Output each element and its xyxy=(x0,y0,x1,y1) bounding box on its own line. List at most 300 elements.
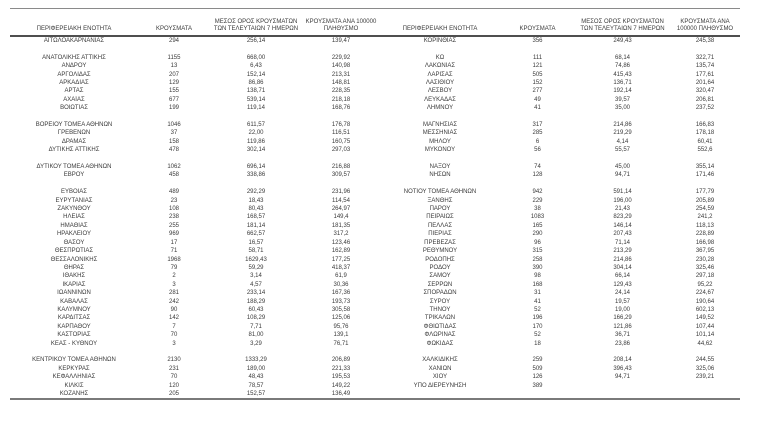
cases-count: 74 xyxy=(534,164,541,171)
region-name: ΗΜΑΘΙΑΣ xyxy=(60,222,88,229)
cases-per-100k: 181,35 xyxy=(331,222,351,229)
cases-per-100k: 418,37 xyxy=(331,264,351,271)
cases-per-100k: 140,98 xyxy=(331,63,351,70)
table-row xyxy=(10,281,740,289)
avg-cases-7day: 119,86 xyxy=(247,138,265,145)
cases-per-100k: 205,89 xyxy=(695,197,715,204)
cases-count: 121 xyxy=(532,63,543,70)
header-cases-right: ΚΡΟΥΣΜΑΤΑ xyxy=(519,26,556,32)
cases-count: 942 xyxy=(532,189,543,196)
cases-count: 31 xyxy=(534,290,541,297)
cases-count: 390 xyxy=(532,264,543,271)
avg-cases-7day: 16,57 xyxy=(248,239,264,246)
cases-per-100k: 167,36 xyxy=(331,290,351,297)
cases-count: 7 xyxy=(172,323,176,330)
cases-per-100k: 177,79 xyxy=(695,189,715,196)
cases-per-100k: 162,89 xyxy=(331,248,351,255)
table-row xyxy=(10,121,740,129)
avg-cases-7day: 94,71 xyxy=(614,374,630,381)
avg-cases-7day: 78,57 xyxy=(248,382,264,389)
avg-cases-7day: 129,43 xyxy=(613,281,632,288)
cases-per-100k: 166,83 xyxy=(695,122,715,129)
spacer-cell xyxy=(10,155,740,163)
avg-cases-7day: 189,00 xyxy=(246,365,266,372)
region-name: ΚΕΑΣ - ΚΥΘΝΟΥ xyxy=(50,340,98,347)
cases-per-100k: 206,89 xyxy=(331,357,351,364)
avg-cases-7day: 23,86 xyxy=(614,340,630,347)
cases-count: 17 xyxy=(170,239,178,246)
cases-per-100k: 309,57 xyxy=(331,172,351,179)
region-name: ΝΑΞΟΥ xyxy=(429,164,451,171)
cases-count: 255 xyxy=(168,222,179,229)
cases-count: 294 xyxy=(168,38,179,44)
spacer-row xyxy=(10,348,740,356)
region-name: ΛΑΡΙΣΑΣ xyxy=(427,71,453,78)
region-name: ΔΡΑΜΑΣ xyxy=(61,138,87,145)
spacer-row xyxy=(10,155,740,163)
region-name: ΚΑΡΔΙΤΣΑΣ xyxy=(57,315,91,322)
cases-per-100k: 139,47 xyxy=(331,38,351,44)
table-row xyxy=(10,331,740,339)
table-row xyxy=(10,54,740,62)
cases-count: 18 xyxy=(534,340,541,347)
region-name: ΛΗΜΝΟΥ xyxy=(426,105,454,112)
region-name: ΥΠΟ ΔΙΕΡΕΥΝΗΣΗ xyxy=(413,382,467,389)
cases-per-100k: 325,46 xyxy=(695,264,715,271)
region-name: ΘΕΣΠΡΩΤΙΑΣ xyxy=(54,248,94,255)
cases-count: 70 xyxy=(170,374,178,381)
cases-count: 2 xyxy=(172,273,176,280)
cases-per-100k: 213,31 xyxy=(331,71,351,78)
region-name: ΚΟΡΙΝΘΙΑΣ xyxy=(423,38,457,44)
avg-cases-7day: 108,29 xyxy=(246,315,266,322)
region-name: ΔΥΤΙΚΟΥ ΤΟΜΕΑ ΑΘΗΝΩΝ xyxy=(36,164,112,171)
avg-cases-7day: 168,57 xyxy=(246,214,266,221)
region-name: ΑΝΔΡΟΥ xyxy=(61,63,87,70)
region-name: ΘΗΡΑΣ xyxy=(63,264,85,271)
cases-count: 142 xyxy=(168,315,179,322)
avg-cases-7day: 208,14 xyxy=(613,357,632,364)
table-body xyxy=(10,36,740,399)
cases-per-100k: 322,71 xyxy=(695,54,715,61)
cases-per-100k: 201,64 xyxy=(695,80,715,87)
region-name: ΛΕΥΚΑΔΑΣ xyxy=(424,96,456,103)
cases-per-100k: 317,2 xyxy=(333,231,349,238)
avg-cases-7day: 66,14 xyxy=(614,273,630,280)
avg-cases-7day: 74,86 xyxy=(614,63,630,70)
cases-per-100k: 139,1 xyxy=(333,332,349,339)
avg-cases-7day: 196,00 xyxy=(613,197,632,204)
cases-per-100k: 60,41 xyxy=(697,138,713,145)
avg-cases-7day: 3,14 xyxy=(250,273,262,280)
avg-cases-7day: 696,14 xyxy=(246,164,266,171)
region-name: ΗΡΑΚΛΕΙΟΥ xyxy=(56,231,92,238)
cases-count: 38 xyxy=(534,206,541,213)
region-name: ΚΕΦΑΛΛΗΝΙΑΣ xyxy=(52,374,96,381)
table-row xyxy=(10,306,740,314)
cases-count: 71 xyxy=(170,248,178,255)
cases-count: 13 xyxy=(170,63,178,70)
table-row xyxy=(10,272,740,280)
region-name: ΞΑΝΘΗΣ xyxy=(427,197,453,204)
avg-cases-7day: 80,43 xyxy=(248,206,264,213)
table-row xyxy=(10,382,740,390)
region-name: ΕΥΒΟΙΑΣ xyxy=(60,189,88,196)
cases-per-100k: 149,52 xyxy=(695,315,715,322)
avg-cases-7day: 119,14 xyxy=(247,105,265,112)
cases-per-100k: 95,22 xyxy=(697,281,713,288)
avg-cases-7day: 7,71 xyxy=(250,323,262,330)
region-name: ΚΑΣΤΟΡΙΑΣ xyxy=(57,332,91,339)
cases-per-100k: 245,38 xyxy=(695,38,715,44)
header-cases-left: ΚΡΟΥΣΜΑΤΑ xyxy=(156,26,192,32)
spacer-row xyxy=(10,45,740,53)
cases-count: 108 xyxy=(168,206,179,213)
cases-per-100k xyxy=(670,390,740,399)
cases-per-100k: 241,2 xyxy=(697,214,713,221)
table-row xyxy=(10,230,740,238)
region-name: ΧΑΛΚΙΔΙΚΗΣ xyxy=(422,357,458,364)
cases-per-100k: 229,92 xyxy=(331,54,351,61)
cases-count: 152 xyxy=(532,80,543,87)
cases-count: 158 xyxy=(168,138,179,145)
region-name: ΜΑΓΝΗΣΙΑΣ xyxy=(422,122,458,129)
region-name: ΚΑΛΥΜΝΟΥ xyxy=(57,306,91,313)
cases-count: 98 xyxy=(534,273,541,280)
avg-cases-7day: 35,00 xyxy=(614,105,630,112)
cases-per-100k: 552,6 xyxy=(697,147,713,154)
cases-per-100k: 149,4 xyxy=(333,214,349,221)
spacer-row xyxy=(10,180,740,188)
avg-cases-7day xyxy=(575,382,670,390)
avg-cases-7day: 36,71 xyxy=(614,332,630,339)
cases-per-100k: 325,06 xyxy=(695,365,715,372)
region-name: ΚΟΖΑΝΗΣ xyxy=(59,390,89,397)
region-name: ΚΕΡΚΥΡΑΣ xyxy=(58,365,90,372)
avg-cases-7day: 19,00 xyxy=(614,306,630,313)
region-name: ΡΟΔΟΥ xyxy=(429,264,451,271)
region-name: ΑΡΤΑΣ xyxy=(64,88,84,95)
region-name: ΑΙΤΩΛΟΑΚΑΡΝΑΝΙΑΣ xyxy=(43,38,105,44)
cases-count: 165 xyxy=(532,222,543,229)
table-row xyxy=(10,129,740,137)
cases-per-100k: 221,33 xyxy=(331,365,351,372)
avg-cases-7day xyxy=(575,390,670,399)
cases-per-100k: 149,22 xyxy=(331,382,351,389)
header-per-100k-left: ΚΡΟΥΣΜΑΤΑ ΑΝΑ 100000 ΠΛΗΘΥΣΜΟ xyxy=(305,19,377,32)
region-name: ΤΡΙΚΑΛΩΝ xyxy=(424,315,456,322)
region-name: ΗΛΕΙΑΣ xyxy=(63,214,85,221)
table-row xyxy=(10,298,740,306)
cases-per-100k: 602,13 xyxy=(695,306,715,313)
cases-per-100k: 254,59 xyxy=(695,206,715,213)
region-name: ΦΛΩΡΙΝΑΣ xyxy=(424,332,456,339)
cases-count: 281 xyxy=(168,290,179,297)
table-row xyxy=(10,62,740,70)
cases-count: 478 xyxy=(168,147,179,154)
avg-cases-7day: 4,57 xyxy=(250,281,262,288)
cases-per-100k: 355,14 xyxy=(695,164,715,171)
region-name: ΠΕΛΛΑΣ xyxy=(427,222,453,229)
avg-cases-7day: 71,14 xyxy=(614,239,630,246)
avg-cases-7day: 60,43 xyxy=(248,306,264,313)
avg-cases-7day: 48,43 xyxy=(248,374,264,381)
region-name: ΖΑΚΥΝΘΟΥ xyxy=(57,206,91,213)
region-name: ΚΩ xyxy=(435,54,445,61)
table-row xyxy=(10,104,740,112)
cases-count: 356 xyxy=(532,38,543,44)
table-row xyxy=(10,247,740,255)
table-header xyxy=(10,9,740,37)
avg-cases-7day: 136,71 xyxy=(613,80,632,87)
cases-count: 489 xyxy=(168,189,179,196)
cases-count: 258 xyxy=(532,256,543,263)
cases-per-100k: 114,54 xyxy=(332,197,350,204)
avg-cases-7day: 304,14 xyxy=(613,264,632,271)
cases-count: 37 xyxy=(170,130,178,137)
table-row xyxy=(10,138,740,146)
avg-cases-7day: 302,14 xyxy=(246,147,266,154)
avg-cases-7day: 591,14 xyxy=(613,189,632,196)
table-row xyxy=(10,71,740,79)
region-name: ΔΥΤΙΚΗΣ ΑΤΤΙΚΗΣ xyxy=(48,147,100,154)
avg-cases-7day: 233,14 xyxy=(246,290,266,297)
avg-cases-7day: 415,43 xyxy=(613,71,632,78)
table-row xyxy=(10,390,740,399)
cases-count: 155 xyxy=(168,88,179,95)
avg-cases-7day: 94,71 xyxy=(614,172,630,179)
region-name: ΒΟΡΕΙΟΥ ΤΟΜΕΑ ΑΘΗΝΩΝ xyxy=(35,122,113,129)
cases-per-100k: 195,53 xyxy=(331,374,351,381)
cases-count: 677 xyxy=(168,96,179,103)
table-row xyxy=(10,264,740,272)
cases-per-100k: 116,51 xyxy=(332,130,350,137)
cases-count: 70 xyxy=(170,332,178,339)
cases-count: 96 xyxy=(534,239,541,246)
region-name: ΣΑΜΟΥ xyxy=(429,273,451,280)
region-name: ΓΡΕΒΕΝΩΝ xyxy=(57,130,91,137)
avg-cases-7day: 214,86 xyxy=(613,256,632,263)
cases-per-100k: 216,88 xyxy=(331,164,351,171)
region-name: ΣΠΟΡΑΔΩΝ xyxy=(423,290,457,297)
avg-cases-7day: 256,14 xyxy=(246,38,266,44)
region-name: ΛΕΣΒΟΥ xyxy=(427,88,453,95)
cases-count: 238 xyxy=(168,214,179,221)
cases-per-100k: 123,46 xyxy=(331,239,351,246)
region-name: ΙΘΑΚΗΣ xyxy=(62,273,86,280)
region-name: ΦΘΙΩΤΙΔΑΣ xyxy=(423,323,457,330)
cases-per-100k: 244,55 xyxy=(695,357,715,364)
region-name: ΡΕΘΥΜΝΟΥ xyxy=(422,248,458,255)
region-name: ΒΟΙΩΤΙΑΣ xyxy=(60,105,88,112)
cases-count: 1083 xyxy=(530,214,545,221)
header-regional-unit-left: ΠΕΡΙΦΕΡΕΙΑΚΗ ΕΝΟΤΗΤΑ xyxy=(36,26,112,32)
spacer-row xyxy=(10,113,740,121)
cases-count: 3 xyxy=(172,281,176,288)
region-name: ΚΑΒΑΛΑΣ xyxy=(60,298,88,305)
avg-cases-7day: 45,00 xyxy=(614,164,630,171)
cases-count: 1046 xyxy=(167,122,181,129)
avg-cases-7day: 166,29 xyxy=(613,315,632,322)
cases-count: 128 xyxy=(532,172,543,179)
table-row xyxy=(10,213,740,221)
avg-cases-7day: 823,29 xyxy=(613,214,632,221)
cases-count: 126 xyxy=(532,374,543,381)
cases-count: 41 xyxy=(534,298,541,305)
avg-cases-7day: 668,00 xyxy=(246,54,266,61)
cases-count: 509 xyxy=(532,365,543,372)
cases-per-100k: 231,96 xyxy=(331,189,351,196)
region-name: ΑΝΑΤΟΛΙΚΗΣ ΑΤΤΙΚΗΣ xyxy=(42,54,106,61)
avg-cases-7day: 152,14 xyxy=(246,71,266,78)
cases-per-100k: 230,28 xyxy=(695,256,715,263)
table-row xyxy=(10,36,740,45)
table-row xyxy=(10,197,740,205)
cases-count: 285 xyxy=(532,130,543,137)
avg-cases-7day: 18,43 xyxy=(248,197,264,204)
region-name: ΜΗΛΟΥ xyxy=(429,138,451,145)
avg-cases-7day: 662,57 xyxy=(246,231,266,238)
cases-count: 56 xyxy=(534,147,541,154)
region-name xyxy=(380,390,500,399)
region-name: ΚΕΝΤΡΙΚΟΥ ΤΟΜΕΑ ΑΘΗΝΩΝ xyxy=(32,357,116,364)
cases-count: 52 xyxy=(534,332,541,339)
cases-count: 6 xyxy=(535,138,540,145)
region-name: ΛΑΚΩΝΙΑΣ xyxy=(424,63,456,70)
region-name: ΠΕΙΡΑΙΩΣ xyxy=(426,214,454,221)
cases-per-100k: 76,71 xyxy=(333,340,349,347)
cases-count: 315 xyxy=(532,248,543,255)
avg-cases-7day: 59,29 xyxy=(248,264,264,271)
region-name: ΧΑΝΙΩΝ xyxy=(428,365,452,372)
avg-cases-7day: 138,71 xyxy=(246,88,266,95)
cases-per-100k: 177,61 xyxy=(695,71,715,78)
region-name: ΣΕΡΡΩΝ xyxy=(427,281,453,288)
region-name: ΙΩΑΝΝΙΝΩΝ xyxy=(57,290,91,297)
region-name: ΝΗΣΩΝ xyxy=(429,172,451,179)
cases-per-100k: 136,49 xyxy=(331,390,351,397)
cases-count: 129 xyxy=(168,80,179,87)
cases-per-100k: 297,03 xyxy=(331,147,351,154)
avg-cases-7day: 6,43 xyxy=(250,63,262,70)
cases-per-100k: 178,18 xyxy=(695,130,715,137)
avg-cases-7day: 214,86 xyxy=(613,122,632,129)
region-name: ΠΙΕΡΙΑΣ xyxy=(428,231,452,238)
table-row xyxy=(10,146,740,154)
table-row xyxy=(10,171,740,179)
region-name: ΚΑΡΠΑΘΟΥ xyxy=(57,323,91,330)
cases-per-100k: 320,47 xyxy=(695,88,715,95)
region-name: ΦΩΚΙΔΑΣ xyxy=(426,340,454,347)
region-name: ΕΒΡΟΥ xyxy=(63,172,85,179)
avg-cases-7day: 192,14 xyxy=(613,88,632,95)
region-name: ΠΡΕΒΕΖΑΣ xyxy=(424,239,456,246)
region-name: ΤΗΝΟΥ xyxy=(429,306,451,313)
regional-cases-table xyxy=(10,8,740,400)
cases-count: 505 xyxy=(532,71,543,78)
avg-cases-7day: 1333,29 xyxy=(245,357,267,364)
cases-per-100k: 135,74 xyxy=(695,63,715,70)
table-row xyxy=(10,96,740,104)
cases-count: 1062 xyxy=(167,164,181,171)
table-row xyxy=(10,365,740,373)
region-name: ΘΕΣΣΑΛΟΝΙΚΗΣ xyxy=(50,256,98,263)
region-name: ΧΙΟΥ xyxy=(432,374,448,381)
avg-cases-7day: 39,57 xyxy=(614,96,630,103)
cases-count: 229 xyxy=(532,197,543,204)
table-row xyxy=(10,79,740,87)
cases-per-100k: 44,62 xyxy=(697,340,713,347)
region-name: ΚΙΛΚΙΣ xyxy=(64,382,84,389)
table-row xyxy=(10,163,740,171)
avg-cases-7day: 121,86 xyxy=(613,323,632,330)
avg-cases-7day: 249,43 xyxy=(613,38,632,44)
table-row xyxy=(10,314,740,322)
cases-count: 90 xyxy=(170,306,178,313)
cases-count: 242 xyxy=(168,298,179,305)
avg-cases-7day: 539,14 xyxy=(246,96,266,103)
cases-per-100k: 264,97 xyxy=(331,206,351,213)
avg-cases-7day: 152,57 xyxy=(246,390,266,397)
avg-cases-7day: 81,00 xyxy=(248,332,264,339)
cases-count: 1968 xyxy=(167,256,181,263)
cases-per-100k: 190,64 xyxy=(695,298,715,305)
cases-per-100k: 367,95 xyxy=(695,248,715,255)
avg-cases-7day: 55,57 xyxy=(614,147,630,154)
cases-per-100k: 171,46 xyxy=(695,172,715,179)
cases-count: 231 xyxy=(168,365,179,372)
cases-count: 49 xyxy=(534,96,541,103)
table-row xyxy=(10,289,740,297)
cases-count: 458 xyxy=(168,172,179,179)
cases-per-100k: 305,58 xyxy=(331,306,351,313)
cases-per-100k: 101,14 xyxy=(695,332,715,339)
cases-count: 389 xyxy=(532,382,543,389)
cases-count: 317 xyxy=(532,122,543,129)
cases-per-100k: 297,18 xyxy=(695,273,715,280)
cases-per-100k: 160,75 xyxy=(331,138,351,145)
avg-cases-7day: 338,86 xyxy=(246,172,266,179)
header-avg-7day-left: ΜΕΣΟΣ ΟΡΟΣ ΚΡΟΥΣΜΑΤΩΝ ΤΩΝ ΤΕΛΕΥΤΑΙΩΝ 7 ΗΜΕΡΩΝ xyxy=(213,19,299,32)
cases-count: 2130 xyxy=(167,357,181,364)
avg-cases-7day: 4,14 xyxy=(616,138,629,145)
cases-count: 290 xyxy=(532,231,543,238)
cases-count: 3 xyxy=(172,340,176,347)
cases-count: 259 xyxy=(532,357,543,364)
header-row xyxy=(10,9,740,37)
cases-per-100k: 218,18 xyxy=(331,96,351,103)
region-name: ΑΡΚΑΔΙΑΣ xyxy=(59,80,89,87)
avg-cases-7day: 146,14 xyxy=(613,222,632,229)
cases-per-100k: 177,25 xyxy=(331,256,351,263)
cases-count: 199 xyxy=(168,105,179,112)
cases-count: 41 xyxy=(534,105,541,112)
avg-cases-7day: 21,43 xyxy=(614,206,630,213)
region-name: ΑΡΓΟΛΙΔΑΣ xyxy=(57,71,91,78)
table-row xyxy=(10,356,740,364)
avg-cases-7day: 86,86 xyxy=(248,80,264,87)
cases-per-100k: 176,78 xyxy=(331,122,351,129)
table-row xyxy=(10,239,740,247)
region-name: ΜΥΚΟΝΟΥ xyxy=(424,147,456,154)
cases-per-100k: 125,06 xyxy=(331,315,351,322)
avg-cases-7day: 1629,43 xyxy=(245,256,267,263)
cases-per-100k: 107,44 xyxy=(695,323,715,330)
cases-per-100k: 224,67 xyxy=(695,290,715,297)
cases-count: 205 xyxy=(168,390,179,397)
header-avg-7day-right: ΜΕΣΟΣ ΟΡΟΣ ΚΡΟΥΣΜΑΤΩΝ ΤΩΝ ΤΕΛΕΥΤΑΙΩΝ 7 ΗΜΕΡΩΝ xyxy=(580,19,665,32)
avg-cases-7day: 24,14 xyxy=(614,290,630,297)
